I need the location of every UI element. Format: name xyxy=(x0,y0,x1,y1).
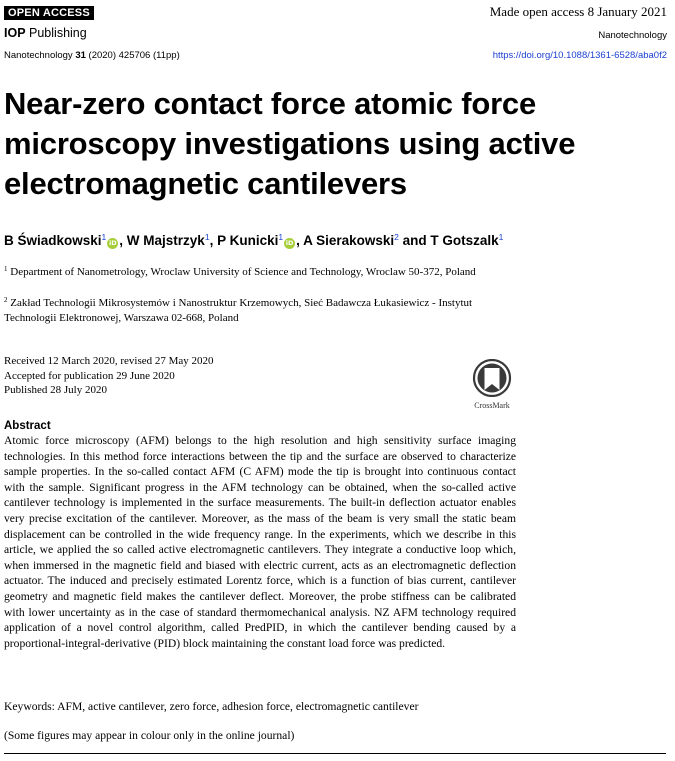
crossmark-icon xyxy=(466,359,518,397)
author-affiliation-ref[interactable]: 2 xyxy=(394,232,399,242)
citation xyxy=(4,50,180,61)
open-access-badge: OPEN ACCESS xyxy=(4,6,94,20)
affiliation-1 xyxy=(4,262,524,280)
author-list xyxy=(4,232,503,249)
abstract-heading: Abstract xyxy=(4,420,51,432)
citation-journal: Nanotechnology xyxy=(4,50,76,61)
accepted-date: Accepted for publication 29 June 2020 xyxy=(4,369,175,382)
paper-title: Near-zero contact force atomic force microscopy investigations using active electromagnetic cantilevers xyxy=(4,86,576,201)
affiliation-2-number: 2 xyxy=(4,296,8,304)
footer-rule xyxy=(4,753,666,754)
affiliation-2-text: Zakład Technologii Mikrosystemów i Nanostruktur Krzemowych, Sieć Badawcza Łukasiewicz - Instytut Technologii Elektronowej, Warszawa 02-668, Poland xyxy=(4,297,473,324)
published-date: Published 28 July 2020 xyxy=(4,384,107,396)
author-affiliation-ref[interactable]: 1 xyxy=(204,232,210,242)
citation-rest: (2020) 425706 (11pp) xyxy=(85,50,180,61)
publisher-bold: IOP xyxy=(4,26,26,40)
author-affiliation-ref[interactable]: 1 xyxy=(278,232,284,242)
author-separator: , xyxy=(119,233,127,248)
publisher-logo xyxy=(4,26,87,40)
author-name: A Sierakowski xyxy=(303,233,395,248)
author-separator: , xyxy=(209,233,218,248)
journal-name: Nanotechnology xyxy=(598,30,667,41)
author-name: P Kunicki xyxy=(217,233,279,248)
received-date: Received 12 March 2020, revised 27 May 2020 xyxy=(4,355,214,367)
publication-dates xyxy=(4,354,214,398)
author-affiliation-ref[interactable]: 1 xyxy=(498,232,504,242)
publisher-rest: Publishing xyxy=(25,26,87,40)
affiliation-2 xyxy=(4,293,524,326)
author-name: W Majstrzyk xyxy=(126,233,205,248)
orcid-icon[interactable]: iD xyxy=(108,239,117,247)
author-separator: and xyxy=(398,233,431,248)
author-affiliation-ref[interactable]: 1 xyxy=(101,232,107,242)
crossmark-label: CrossMark xyxy=(474,401,510,410)
orcid-icon[interactable]: iD xyxy=(285,239,294,247)
author-name: T Gotszalk xyxy=(430,233,499,248)
crossmark-badge[interactable] xyxy=(466,359,518,410)
colour-note: (Some figures may appear in colour only in the online journal) xyxy=(4,729,295,742)
abstract-text: Atomic force microscopy (AFM) belongs to the high resolution and high sensitivity surface imaging technologies. In this method force interactions between the tip and the surface are observed to characterize sample properties. In the so-called contact AFM (C AFM) mode the tip is brought into continuous contact with the sample. Significant progress in the AFM technology can be obtained, when the so-called active cantilever technology is implemented in the surface measurements. The built-in deflection actuator enables very precise excitation of the cantilever. Moreover, as the mass of the beam is very small the static beam displacement can be controlled in the wide frequency range. In the experiments, which we describe in this article, we applied the so called active electromagnetic cantilevers. They integrate a conductive loop which, when immersed in the magnetic field and biased with electric current, acts as an electromagnetic deflection actuator. The induced and precisely estimated Lorentz force, which is a function of bias current, cantilever geometry and magnetic field makes the cantilever deflect. Moreover, the probe stiffness can be calibrated with lower uncertainty as in the case of standard thermomechanical analysis. NZ AFM technology required application of a novel control algorithm, called PredPID, in which the cantilever bending caused by a proportional-integral-derivative (PID) block maintaining the constant load force was predicted. xyxy=(4,434,516,650)
author-name: B Świadkowski xyxy=(4,233,102,248)
made-open-access-date: Made open access 8 January 2021 xyxy=(489,4,667,19)
citation-volume: 31 xyxy=(75,50,86,61)
doi-link[interactable]: https://doi.org/10.1088/1361-6528/aba0f2 xyxy=(492,50,667,61)
affiliation-1-number: 1 xyxy=(4,265,8,273)
keywords: Keywords: AFM, active cantilever, zero force, adhesion force, electromagnetic cantilever xyxy=(4,700,419,713)
author-separator: , xyxy=(296,233,304,248)
affiliation-1-text: Department of Nanometrology, Wroclaw University of Science and Technology, Wroclaw 50-372, Poland xyxy=(10,266,476,278)
